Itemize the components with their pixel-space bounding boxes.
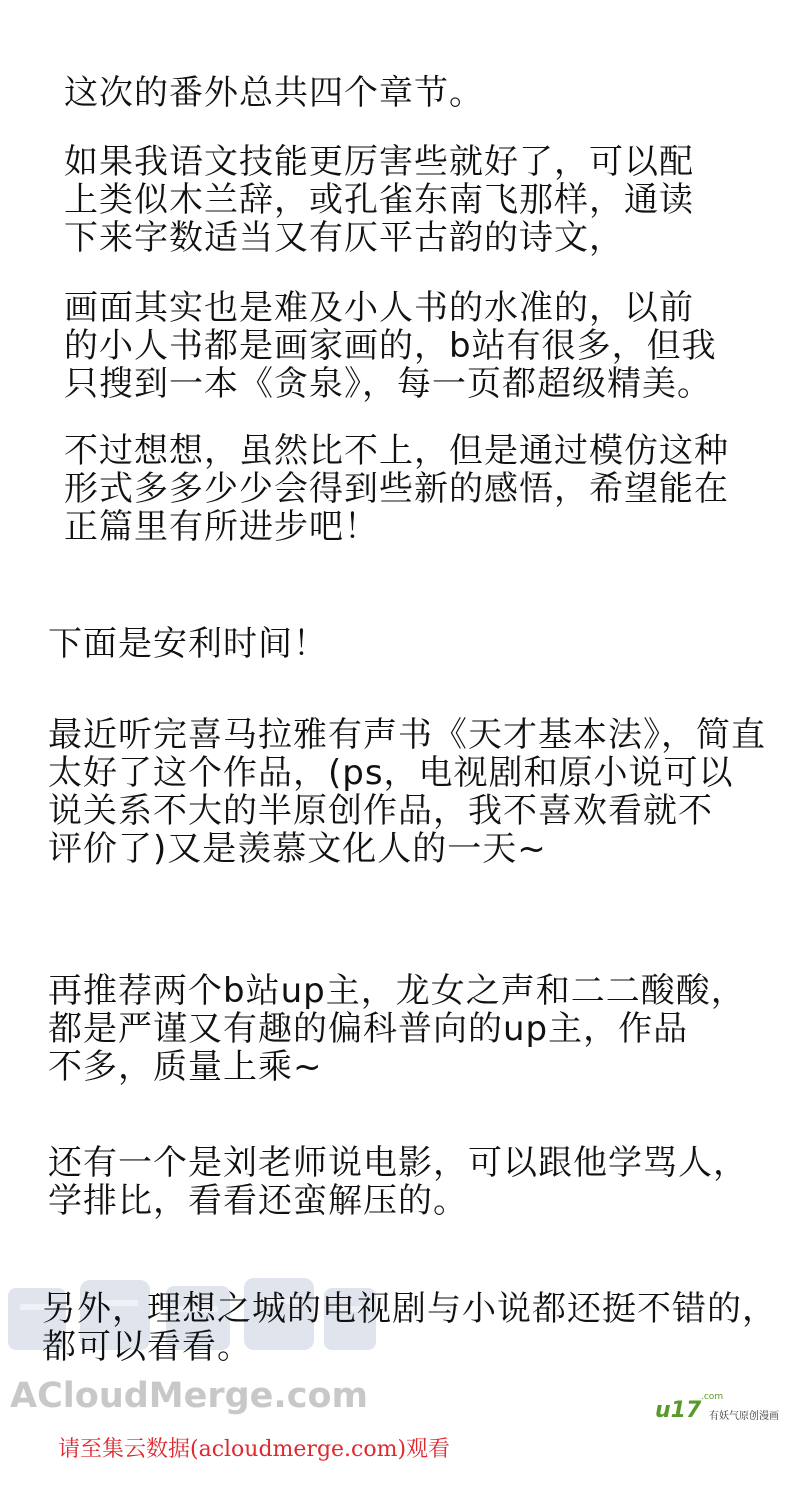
text-line: 上类似木兰辞，或孔雀东南飞那样，通读 (64, 180, 694, 220)
paragraph-writing-wish (64, 143, 694, 257)
text-line: 还有一个是刘老师说电影，可以跟他学骂人， (48, 1143, 748, 1183)
text-line: 只搜到一本《贪泉》，每一页都超级精美。 (64, 364, 712, 404)
text-line: 下面是安利时间！ (48, 624, 328, 664)
text-line: 正篇里有所进步吧！ (64, 507, 379, 547)
u17-logo (655, 1392, 795, 1423)
text-line: 太好了这个作品，(ps，电视剧和原小说可以 (48, 753, 734, 793)
paragraph-film-channel-recommendation (48, 1144, 748, 1220)
u17-logo-com: .com (701, 1392, 724, 1402)
text-line: 评价了)又是羡慕文化人的一天~ (48, 829, 547, 869)
text-line: 再推荐两个b站up主，龙女之声和二二酸酸， (48, 971, 746, 1011)
text-line: 说关系不大的半原创作品，我不喜欢看就不 (48, 791, 713, 831)
u17-logo-tagline: 有妖气原创漫画 (709, 1411, 779, 1422)
text-line: 下来字数适当又有仄平古韵的诗文， (64, 218, 624, 258)
text-line: 不过想想，虽然比不上，但是通过模仿这种 (64, 431, 729, 471)
text-line: 这次的番外总共四个章节。 (64, 73, 484, 113)
paragraph-city-of-ideals (42, 1290, 777, 1366)
watermark-site-text: ACloudMerge.com (10, 1376, 368, 1416)
text-line: 不多，质量上乘~ (48, 1047, 323, 1087)
text-line: 另外，理想之城的电视剧与小说都还挺不错的， (42, 1289, 777, 1329)
paragraph-recommend-heading (48, 625, 328, 663)
text-line: 最近听完喜马拉雅有声书《天才基本法》，简直 (48, 715, 766, 755)
text-line: 如果我语文技能更厉害些就好了，可以配 (64, 142, 694, 182)
text-line: 画面其实也是难及小人书的水准的，以前 (64, 288, 694, 328)
paragraph-art-note (64, 289, 717, 403)
paragraph-reflection (64, 432, 729, 546)
paragraph-uploader-recommendation (48, 972, 746, 1086)
text-line: 的小人书都是画家画的，b站有很多，但我 (64, 326, 717, 366)
text-line: 都是严谨又有趣的偏科普向的up主，作品 (48, 1009, 689, 1049)
paragraph-audiobook-recommendation (48, 716, 766, 868)
u17-logo-main: u17 (655, 1398, 702, 1423)
footer-source-notice: 请至集云数据(acloudmerge.com)观看 (58, 1437, 451, 1462)
paragraph-chapter-count (64, 74, 484, 112)
text-line: 学排比，看看还蛮解压的。 (48, 1181, 468, 1221)
text-line: 都可以看看。 (42, 1327, 252, 1367)
text-line: 形式多多少少会得到些新的感悟，希望能在 (64, 469, 729, 509)
